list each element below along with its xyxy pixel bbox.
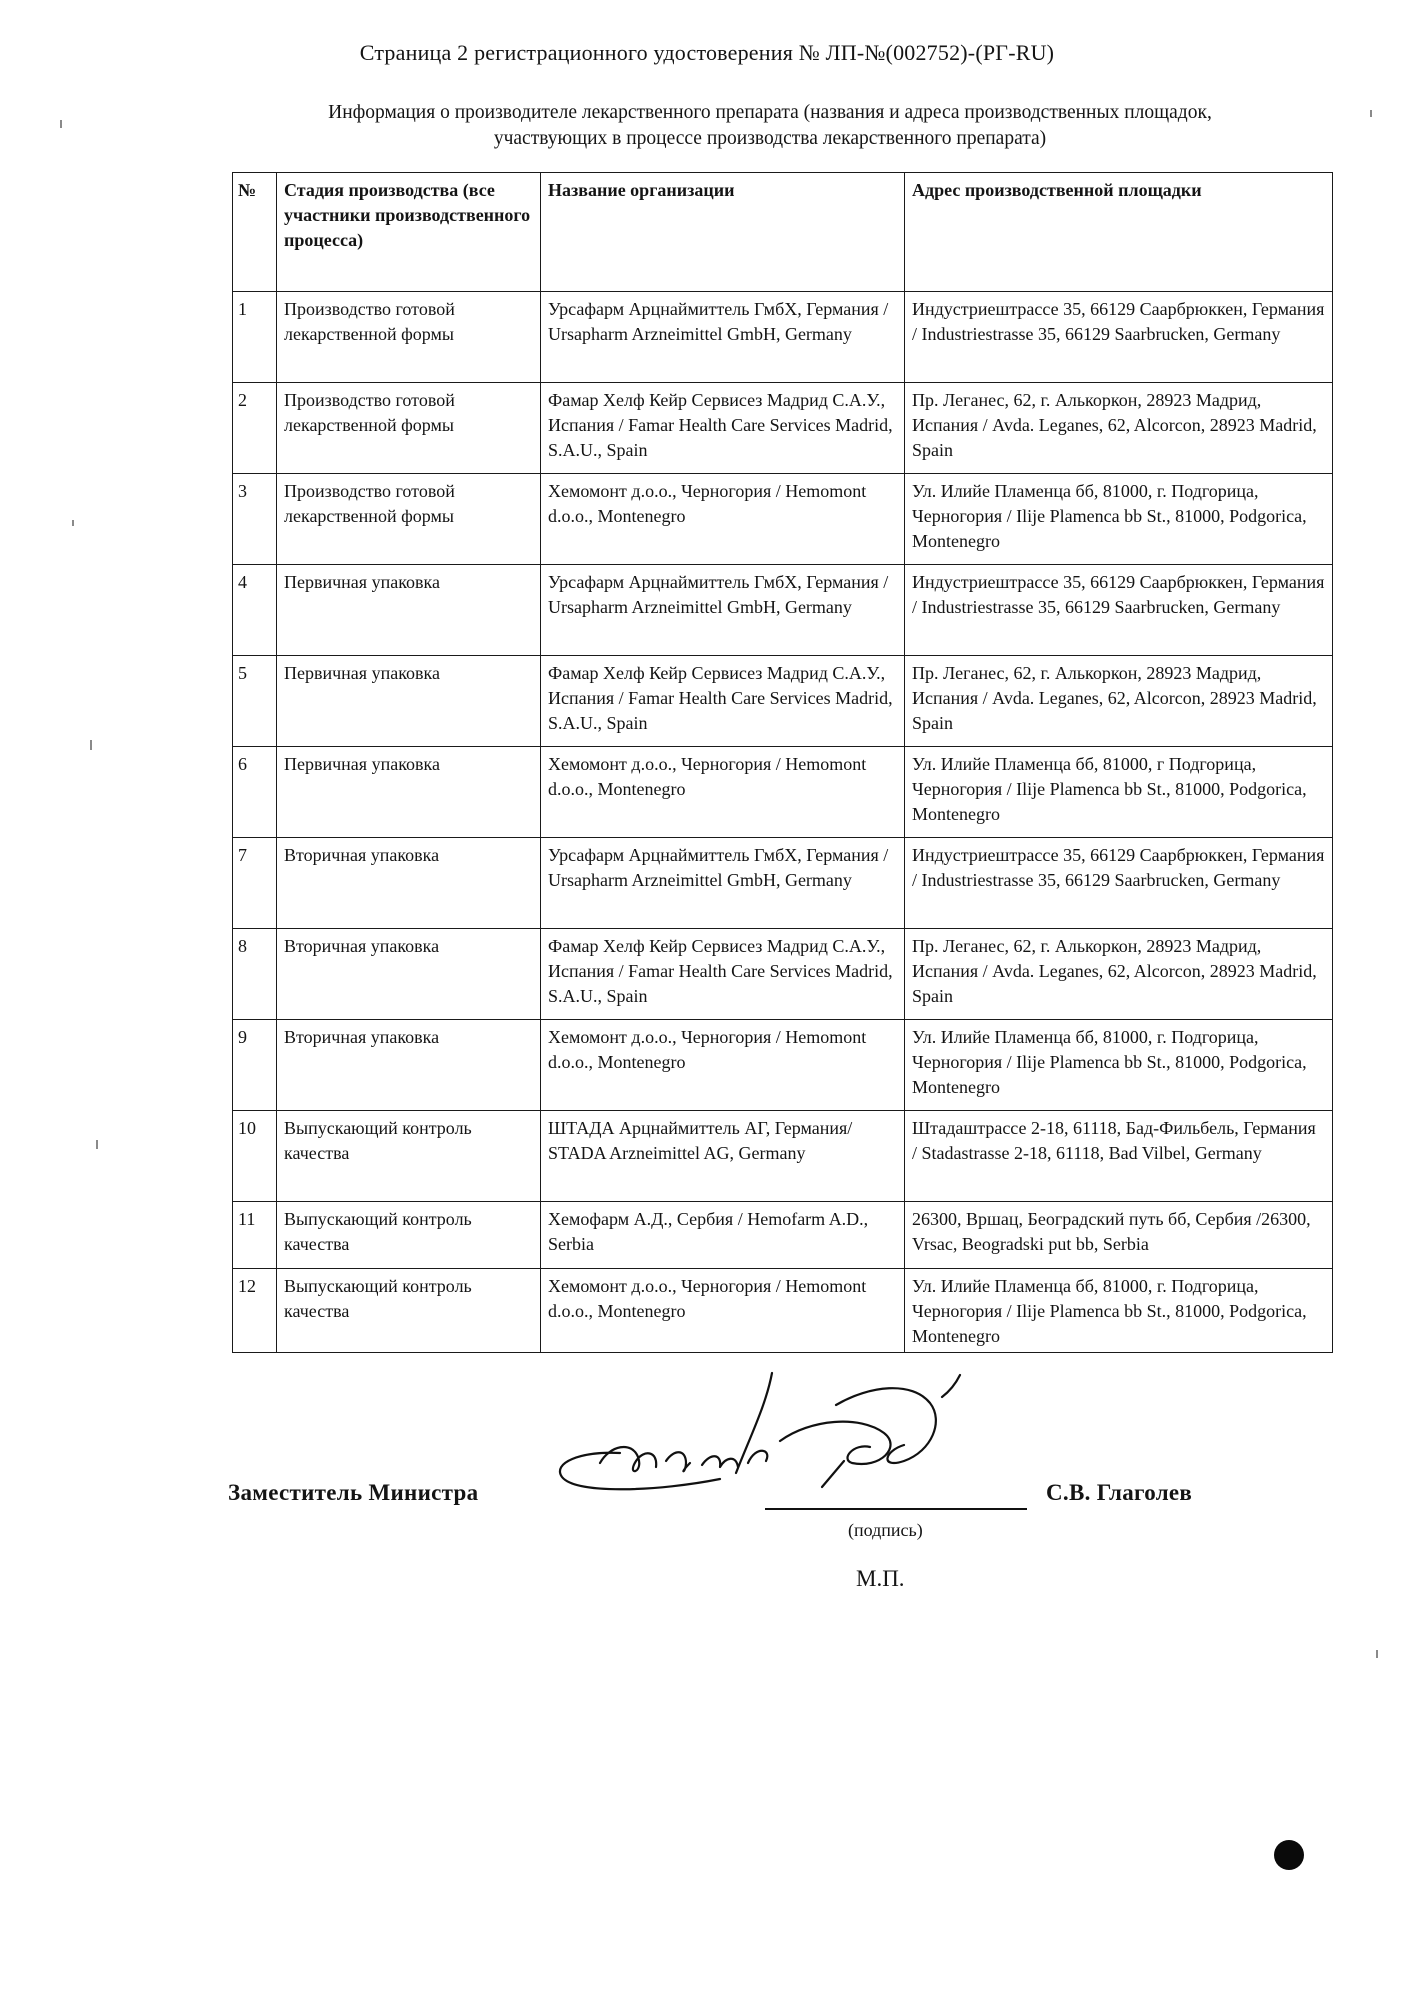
site-address-cell: Индустриештрассе 35, 66129 Саарбрюккен, Германия / Industriestrasse 35, 66129 Saarbrucken, Germany xyxy=(905,565,1333,656)
site-address-cell: Ул. Илийе Пламенца бб, 81000, г Подгорица, Черногория / Ilije Plamenca bb St., 81000, Podgorica, Montenegro xyxy=(905,747,1333,838)
row-number-cell: 10 xyxy=(233,1111,277,1202)
table-row xyxy=(233,565,1333,656)
production-stage-cell: Вторичная упаковка xyxy=(277,838,541,929)
organization-name-cell: Фамар Хелф Кейр Сервисез Мадрид С.А.У., Испания / Famar Health Care Services Madrid, S.A.U., Spain xyxy=(541,656,905,747)
organization-name-cell: Урсафарм Арцнаймиттель ГмбХ, Германия / Ursapharm Arzneimittel GmbH, Germany xyxy=(541,565,905,656)
organization-name-cell: ШТАДА Арцнаймиттель АГ, Германия/ STADA Arzneimittel AG, Germany xyxy=(541,1111,905,1202)
site-address-cell: Ул. Илийе Пламенца бб, 81000, г. Подгорица, Черногория / Ilije Plamenca bb St., 81000, Podgorica, Montenegro xyxy=(905,1269,1333,1353)
row-number-cell: 8 xyxy=(233,929,277,1020)
row-number-cell: 7 xyxy=(233,838,277,929)
site-address-cell: 26300, Вршац, Београдский путь бб, Сербия /26300, Vrsac, Beogradski put bb, Serbia xyxy=(905,1202,1333,1269)
table-row xyxy=(233,292,1333,383)
site-address-cell: Ул. Илийе Пламенца бб, 81000, г. Подгорица, Черногория / Ilije Plamenca bb St., 81000, Podgorica, Montenegro xyxy=(905,1020,1333,1111)
organization-name-cell: Фамар Хелф Кейр Сервисез Мадрид С.А.У., Испания / Famar Health Care Services Madrid, S.A.U., Spain xyxy=(541,929,905,1020)
organization-name-cell: Хемомонт д.о.о., Черногория / Hemomont d.o.o., Montenegro xyxy=(541,747,905,838)
table-row xyxy=(233,1202,1333,1269)
signature-block xyxy=(0,1470,1414,1590)
row-number-cell: 5 xyxy=(233,656,277,747)
table-row xyxy=(233,838,1333,929)
scan-speck xyxy=(72,520,74,526)
subtitle-line-1: Информация о производителе лекарственного препарата (названия и адреса производственных площадок, xyxy=(328,102,1212,123)
column-header-address: Адрес производственной площадки xyxy=(905,173,1333,292)
table-header-row xyxy=(233,173,1333,292)
table-row xyxy=(233,656,1333,747)
production-stage-cell: Производство готовой лекарственной формы xyxy=(277,474,541,565)
signatory-role: Заместитель Министра xyxy=(228,1480,479,1505)
production-stage-cell: Первичная упаковка xyxy=(277,747,541,838)
column-header-organization: Название организации xyxy=(541,173,905,292)
table-row xyxy=(233,747,1333,838)
organization-name-cell: Хемофарм А.Д., Сербия / Hemofarm A.D., Serbia xyxy=(541,1202,905,1269)
site-address-cell: Пр. Леганес, 62, г. Алькоркон, 28923 Мадрид, Испания / Avda. Leganes, 62, Alcorcon, 28923 Madrid, Spain xyxy=(905,656,1333,747)
site-address-cell: Пр. Леганес, 62, г. Алькоркон, 28923 Мадрид, Испания / Avda. Leganes, 62, Alcorcon, 28923 Madrid, Spain xyxy=(905,383,1333,474)
table-row xyxy=(233,1020,1333,1111)
site-address-cell: Индустриештрассе 35, 66129 Саарбрюккен, Германия / Industriestrasse 35, 66129 Saarbrucken, Germany xyxy=(905,838,1333,929)
table-row xyxy=(233,929,1333,1020)
production-stage-cell: Выпускающий контроль качества xyxy=(277,1269,541,1353)
table-row xyxy=(233,383,1333,474)
page-title: Страница 2 регистрационного удостоверения № ЛП-№(002752)-(РГ-RU) xyxy=(359,40,1055,65)
signature-caption: (подпись) xyxy=(848,1520,923,1540)
organization-name-cell: Хемомонт д.о.о., Черногория / Hemomont d.o.o., Montenegro xyxy=(541,1020,905,1111)
organization-name-cell: Урсафарм Арцнаймиттель ГмбХ, Германия / Ursapharm Arzneimittel GmbH, Germany xyxy=(541,838,905,929)
subtitle-line-2: участвующих в процессе производства лекарственного препарата) xyxy=(493,128,1047,149)
manufacturers-table xyxy=(232,172,1333,1353)
organization-name-cell: Хемомонт д.о.о., Черногория / Hemomont d.o.o., Montenegro xyxy=(541,474,905,565)
table-row xyxy=(233,1111,1333,1202)
row-number-cell: 3 xyxy=(233,474,277,565)
row-number-cell: 1 xyxy=(233,292,277,383)
signatory-name: С.В. Глаголев xyxy=(1046,1480,1193,1505)
site-address-cell: Пр. Леганес, 62, г. Алькоркон, 28923 Мадрид, Испания / Avda. Leganes, 62, Alcorcon, 28923 Madrid, Spain xyxy=(905,929,1333,1020)
row-number-cell: 11 xyxy=(233,1202,277,1269)
site-address-cell: Ул. Илийе Пламенца бб, 81000, г. Подгорица, Черногория / Ilije Plamenca bb St., 81000, Podgorica, Montenegro xyxy=(905,474,1333,565)
production-stage-cell: Производство готовой лекарственной формы xyxy=(277,383,541,474)
row-number-cell: 6 xyxy=(233,747,277,838)
production-stage-cell: Производство готовой лекарственной формы xyxy=(277,292,541,383)
organization-name-cell: Хемомонт д.о.о., Черногория / Hemomont d.o.o., Montenegro xyxy=(541,1269,905,1353)
scan-speck xyxy=(90,740,92,750)
column-header-number: № xyxy=(233,173,277,292)
scan-speck xyxy=(1370,110,1372,117)
row-number-cell: 4 xyxy=(233,565,277,656)
site-address-cell: Индустриештрассе 35, 66129 Саарбрюккен, Германия / Industriestrasse 35, 66129 Saarbrucken, Germany xyxy=(905,292,1333,383)
organization-name-cell: Урсафарм Арцнаймиттель ГмбХ, Германия / Ursapharm Arzneimittel GmbH, Germany xyxy=(541,292,905,383)
table-row xyxy=(233,1269,1333,1353)
row-number-cell: 2 xyxy=(233,383,277,474)
production-stage-cell: Вторичная упаковка xyxy=(277,929,541,1020)
organization-name-cell: Фамар Хелф Кейр Сервисез Мадрид С.А.У., Испания / Famar Health Care Services Madrid, S.A.U., Spain xyxy=(541,383,905,474)
signature-line xyxy=(765,1508,1027,1510)
production-stage-cell: Выпускающий контроль качества xyxy=(277,1202,541,1269)
production-stage-cell: Первичная упаковка xyxy=(277,565,541,656)
production-stage-cell: Выпускающий контроль качества xyxy=(277,1111,541,1202)
scan-speck xyxy=(96,1140,98,1149)
production-stage-cell: Вторичная упаковка xyxy=(277,1020,541,1111)
table-row xyxy=(233,474,1333,565)
row-number-cell: 12 xyxy=(233,1269,277,1353)
scan-speck xyxy=(1376,1650,1378,1658)
document-subtitle xyxy=(200,100,1340,152)
scan-dot-mark xyxy=(1274,1840,1304,1870)
production-stage-cell: Первичная упаковка xyxy=(277,656,541,747)
scan-speck xyxy=(60,120,62,128)
site-address-cell: Штадаштрассе 2-18, 61118, Бад-Фильбель, Германия / Stadastrasse 2-18, 61118, Bad Vilbel, Germany xyxy=(905,1111,1333,1202)
column-header-stage: Стадия производства (все участники производственного процесса) xyxy=(277,173,541,292)
row-number-cell: 9 xyxy=(233,1020,277,1111)
stamp-place-label: М.П. xyxy=(856,1566,905,1591)
